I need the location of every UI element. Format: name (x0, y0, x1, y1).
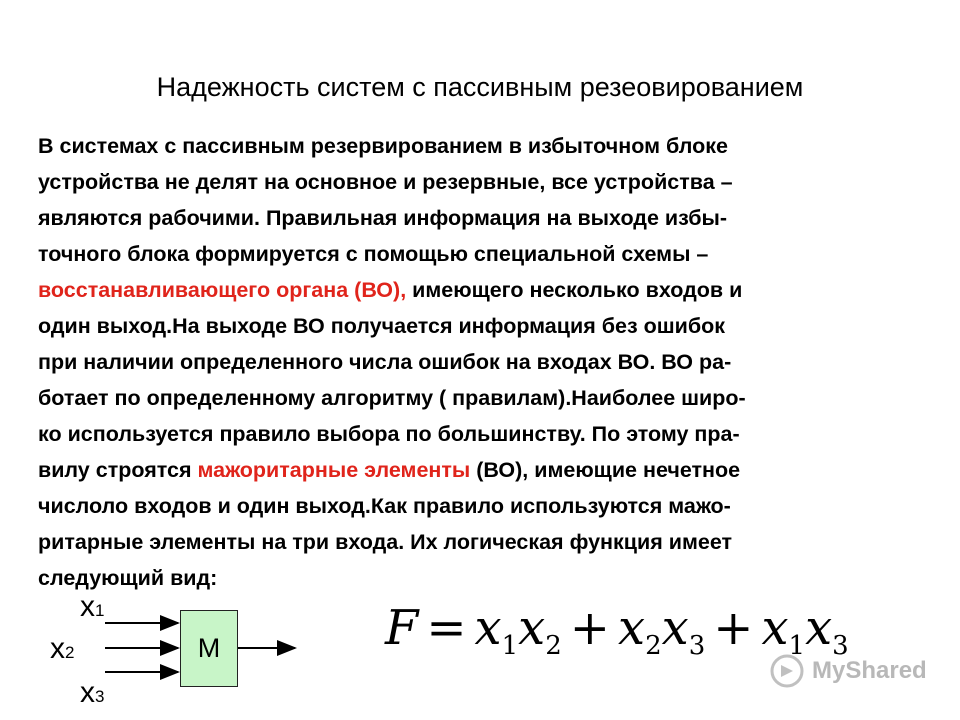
highlight-term-majority: мажоритарные элементы (197, 458, 471, 482)
paragraph-line (38, 452, 928, 488)
formula-term: $x_2x_3$ (618, 600, 706, 661)
paragraph-line: являются рабочими. Правильная информация на выходе избы- (38, 206, 728, 230)
formula-equals: = (426, 600, 467, 656)
input-label-x3: x3 (80, 676, 105, 709)
majority-element-diagram (40, 590, 360, 720)
paragraph-line: точного блока формируется с помощью специальной схемы – (38, 242, 709, 266)
paragraph-line (38, 272, 928, 308)
paragraph-line: числоло входов и один выход.Как правило используются мажо- (38, 494, 731, 518)
formula-term: $x_1x_2$ (474, 600, 562, 661)
majority-block: M (180, 610, 238, 687)
formula-plus: + (713, 600, 754, 656)
majority-formula (385, 600, 849, 661)
formula-term: $x_1x_3$ (761, 600, 849, 661)
watermark (770, 654, 927, 688)
paragraph-text: (ВО), имеющие нечетное (470, 458, 741, 482)
paragraph-line: следующий вид: (38, 566, 218, 590)
paragraph-line: В системах с пассивным резервированием в избыточном блоке (38, 134, 728, 158)
paragraph-text: вилу строятся (38, 458, 198, 482)
paragraph-line: ко используется правило выбора по большинству. По этому пра- (38, 422, 740, 446)
input-label-x1: x1 (80, 590, 105, 623)
paragraph-line: при наличии определенного числа ошибок на входах ВО. ВО ра- (38, 350, 732, 374)
formula-plus: + (569, 600, 610, 656)
formula-lhs: F (385, 600, 419, 656)
paragraph-text: имеющего несколько входов и (406, 278, 743, 302)
paragraph-line: устройства не делят на основное и резервные, все устройства – (38, 170, 733, 194)
slide-title: Надежность систем с пассивным резеовированием (156, 72, 804, 102)
paragraph-line: ботает по определенному алгоритму ( правилам).Наиболее широ- (38, 386, 746, 410)
input-label-x2: x2 (50, 632, 75, 665)
myshared-logo-icon (770, 654, 804, 688)
paragraph-line: ритарные элементы на три входа. Их логическая функция имеет (38, 530, 733, 554)
paragraph-line: один выход.На выходе ВО получается информация без ошибок (38, 314, 726, 338)
watermark-text: MyShared (812, 657, 927, 684)
main-paragraph (38, 128, 928, 596)
highlight-term-vo: восстанавливающего органа (ВО), (38, 278, 407, 302)
